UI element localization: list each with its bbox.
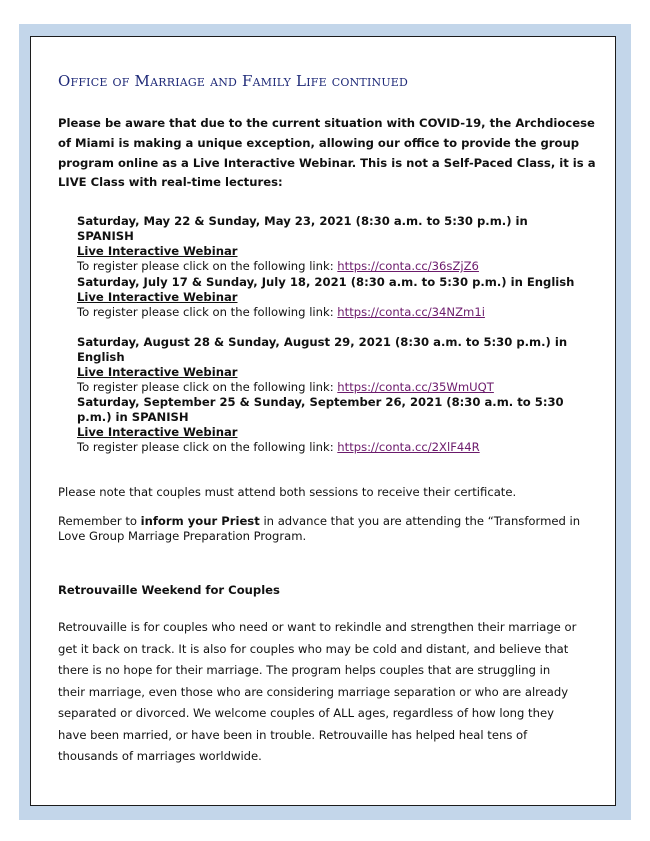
register-text: To register please click on the following link: — [77, 380, 338, 394]
session-item — [77, 214, 577, 274]
page-title: Office of Marriage and Family Life continued — [58, 72, 409, 90]
register-link[interactable]: https://conta.cc/36sZjZ6 — [337, 259, 479, 273]
session-format-link[interactable]: Live Interactive Webinar — [77, 425, 238, 439]
attendance-note: Please note that couples must attend both sessions to receive their certificate. — [58, 485, 517, 499]
register-text: To register please click on the following link: — [77, 305, 338, 319]
register-text: To register please click on the following link: — [77, 440, 338, 454]
session-date: Saturday, July 17 & Sunday, July 18, 2021 (8:30 a.m. to 5:30 p.m.) in English — [77, 275, 575, 289]
session-format-link[interactable]: Live Interactive Webinar — [77, 290, 238, 304]
session-format-link[interactable]: Live Interactive Webinar — [77, 365, 238, 379]
session-date: Saturday, August 28 & Sunday, August 29, 2021 (8:30 a.m. to 5:30 p.m.) in English — [77, 335, 568, 364]
section-heading: Retrouvaille Weekend for Couples — [58, 583, 280, 597]
register-text: To register please click on the following link: — [77, 259, 338, 273]
session-date: Saturday, May 22 & Sunday, May 23, 2021 (8:30 a.m. to 5:30 p.m.) in SPANISH — [77, 214, 528, 243]
session-date: Saturday, September 25 & Sunday, September 26, 2021 (8:30 a.m. to 5:30 p.m.) in SPANISH — [77, 395, 564, 424]
document-page — [30, 36, 616, 806]
register-link[interactable]: https://conta.cc/34NZm1i — [337, 305, 485, 319]
intro-paragraph: Please be aware that due to the current situation with COVID-19, the Archdiocese of Miami is making a unique exception, allowing our office to provide the group program online as a Live Interactive Webinar. This is not a Self-Paced Class, it is a LIVE Class with real-time lectures: — [58, 116, 596, 190]
session-item — [77, 335, 577, 395]
session-item — [77, 395, 577, 455]
remember-paragraph: Remember to inform your Priest in advance that you are attending the “Transformed in Love Group Marriage Preparation Program. — [58, 514, 581, 543]
retrouvaille-paragraph: Retrouvaille is for couples who need or want to rekindle and strengthen their marriage or get it back on track. It is also for couples who may be cold and distant, and believe that there is no hope for their marriage. The program helps couples that are struggling in their marriage, even those who are considering marriage separation or who are already separated or divorced. We welcome couples of ALL ages, regardless of how long they have been married, or have been in trouble. Retrouvaille has helped heal tens of thousands of marriages worldwide. — [58, 620, 577, 763]
register-link[interactable]: https://conta.cc/2XlF44R — [337, 440, 480, 454]
register-link[interactable]: https://conta.cc/35WmUQT — [337, 380, 494, 394]
session-item — [77, 275, 577, 320]
inform-priest-emphasis: inform your Priest — [140, 514, 260, 528]
session-format-link[interactable]: Live Interactive Webinar — [77, 244, 238, 258]
